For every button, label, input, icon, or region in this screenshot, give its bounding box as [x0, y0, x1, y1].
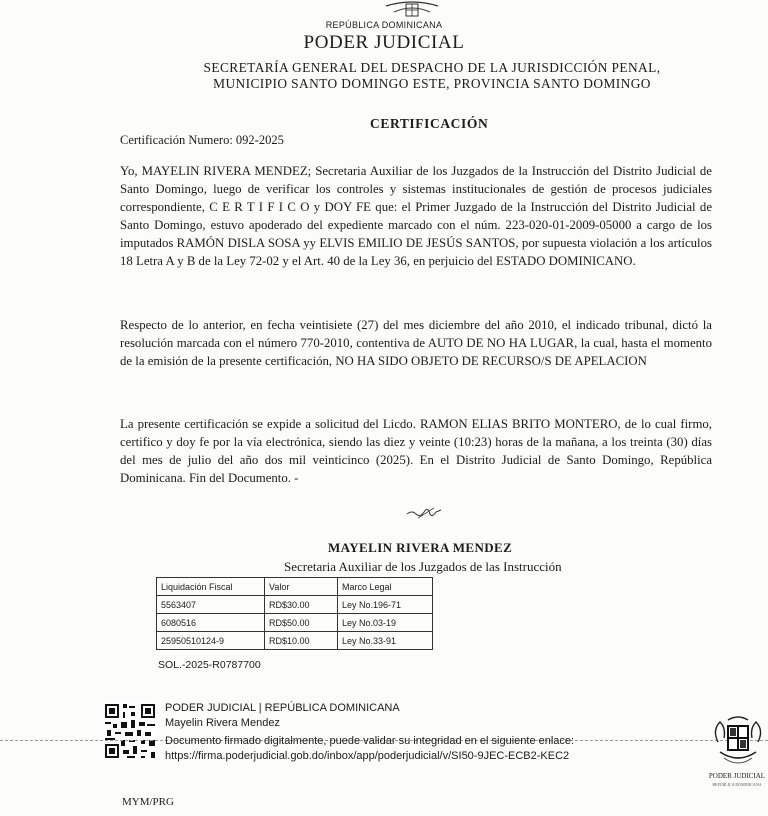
certification-title: CERTIFICACIÓN [370, 116, 489, 131]
signer-name: MAYELIN RIVERA MENDEZ [328, 540, 513, 555]
table-row [157, 614, 433, 632]
fees-cell-liquidacion: 6080516 [157, 614, 265, 632]
footer-initials: MYM/PRG [122, 796, 174, 808]
digital-signature-signer: Mayelin Rivera Mendez [165, 717, 280, 729]
fees-cell-liquidacion: 5563407 [157, 596, 265, 614]
fees-cell-marco: Ley No.196-71 [338, 596, 433, 614]
header-republica: REPÚBLICA DOMINICANA [325, 20, 443, 30]
paragraph-2: Respecto de lo anterior, en fecha veintisiete (27) del mes diciembre del año 2010, el indicado tribunal, dictó la resolución marcada con el número 770-2010, contentiva de AUTO DE NO HA LUGAR, la cual, hasta el momento de la emisión de la presente certificación, NO HA SIDO OBJETO DE RECURSO/S DE APELACION [120, 318, 712, 368]
judicial-seal-icon [712, 712, 764, 770]
fees-table [156, 577, 433, 650]
fees-header-cell: Valor [265, 578, 338, 596]
coat-of-arms-icon [372, 0, 452, 20]
qr-code-icon[interactable] [103, 702, 157, 760]
table-row [157, 632, 433, 650]
digital-signature-institution: PODER JUDICIAL | REPÚBLICA DOMINICANA [165, 702, 400, 714]
seal-subcaption: REPÚBLICA DOMINICANA [712, 782, 762, 787]
fees-cell-liquidacion: 25950510124-9 [157, 632, 265, 650]
table-row [157, 596, 433, 614]
header-secretaria-line1: SECRETARÍA GENERAL DEL DESPACHO DE LA JURISDICCIÓN PENAL, [203, 60, 661, 75]
seal-caption: PODER JUDICIAL [708, 772, 766, 780]
fees-cell-valor: RD$10.00 [265, 632, 338, 650]
paragraph-3: La presente certificación se expide a solicitud del Licdo. RAMON ELIAS BRITO MONTERO, de lo cual firmo, certifico y doy fe por la vía electrónica, siendo las diez y veinte (10:23) horas de la mañana, a los treinta (30) días del mes de julio del año dos mil veinticinco (2025). En el Distrito Judicial de Santo Domingo, República Dominicana. Fin del Documento. - [120, 417, 712, 485]
signer-role: Secretaria Auxiliar de los Juzgados de las Instrucción [284, 559, 562, 574]
digital-signature-link[interactable]: https://firma.poderjudicial.gob.do/inbox/app/poderjudicial/v/SI50-9JEC-ECB2-KEC2 [165, 750, 570, 762]
digital-signature-notice: Documento firmado digitalmente, puede validar su integridad en el siguiente enlace: [165, 735, 575, 747]
fees-header-cell: Liquidación Fiscal [157, 578, 265, 596]
fees-cell-valor: RD$50.00 [265, 614, 338, 632]
sol-reference: SOL.-2025-R0787700 [158, 659, 261, 671]
header-secretaria-line2: MUNICIPIO SANTO DOMINGO ESTE, PROVINCIA SANTO DOMINGO [213, 76, 651, 91]
fees-header-cell: Marco Legal [338, 578, 433, 596]
fees-cell-marco: Ley No.03-19 [338, 614, 433, 632]
handwritten-signature-icon [404, 500, 444, 524]
certification-number: Certificación Numero: 092-2025 [120, 133, 284, 147]
header-poder-judicial: PODER JUDICIAL [303, 32, 465, 53]
header-secretaria [140, 60, 724, 92]
fees-cell-valor: RD$30.00 [265, 596, 338, 614]
fees-header-row [157, 578, 433, 596]
fees-cell-marco: Ley No.33-91 [338, 632, 433, 650]
paragraph-1: Yo, MAYELIN RIVERA MENDEZ; Secretaria Auxiliar de los Juzgados de la Instrucción del Distrito Judicial de Santo Domingo, luego de verificar los controles y sistemas institucionales de gestión de procesos judiciales correspondiente, C E R T I F I C O y DOY FE que: el Primer Juzgado de la Instrucción del Distrito Judicial de Santo Domingo, estuvo apoderado del expediente marcado con el núm. 223-020-01-2009-05000 a cargo de los imputados RAMÓN DISLA SOSA yy ELVIS EMILIO DE JESÚS SANTOS, por supuesta violación a los artículos 18 Letra A y B de la Ley 72-02 y el Art. 40 de la Ley 36, en perjuicio del ESTADO DOMINICANO. [120, 164, 712, 268]
